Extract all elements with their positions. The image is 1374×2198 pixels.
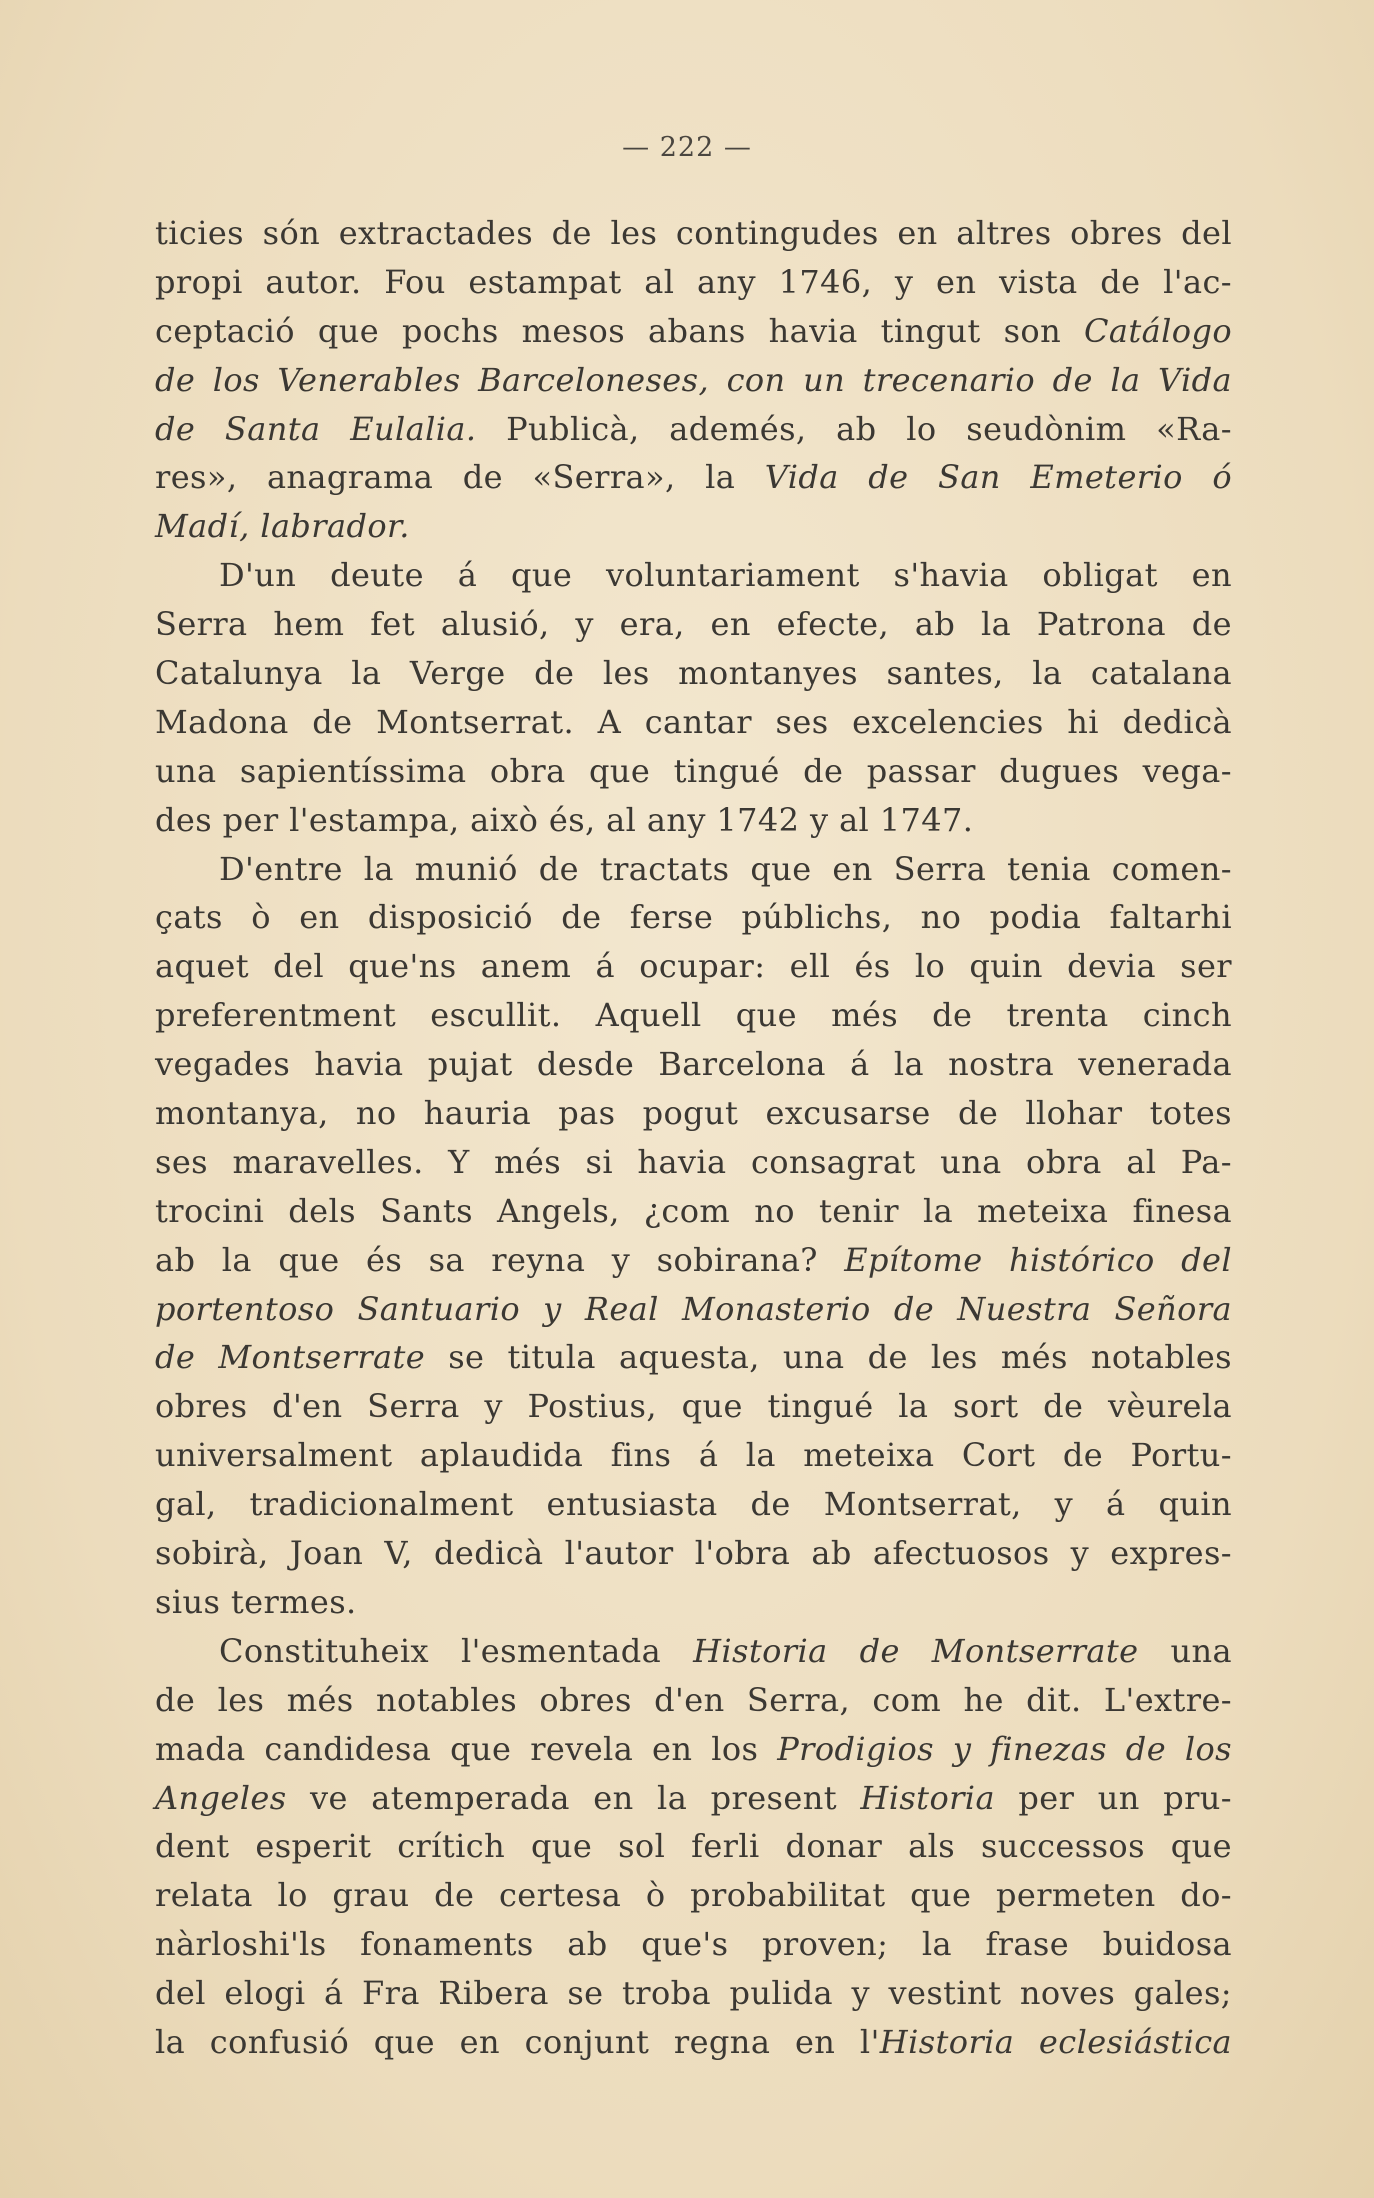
text-segment: vegades havia pujat desde Barcelona á la nostra venerada — [155, 1045, 1232, 1084]
text-line — [155, 1871, 1232, 1920]
text-line — [155, 1969, 1232, 2018]
text-line — [155, 1822, 1232, 1871]
text-line — [155, 1431, 1232, 1480]
text-segment: dent esperit crítich que sol ferli donar als successos que — [155, 1827, 1232, 1866]
text-segment: Constituheix l'esmentada — [219, 1631, 694, 1670]
text-segment: Serra hem fet alusió, y era, en efecte, ab la Patrona de — [155, 605, 1232, 644]
text-line — [155, 307, 1232, 356]
italic-text: de los Venerables Barceloneses, con un trecenario de la Vida — [155, 360, 1232, 399]
text-segment: obres d'en Serra y Postius, que tingué la sort de vèurela — [155, 1387, 1232, 1426]
text-segment: la confusió que en conjunt regna en l' — [155, 2022, 880, 2061]
text-line — [155, 551, 1232, 600]
text-line — [155, 2018, 1232, 2067]
text-segment: se titula aquesta, una de les més notables — [425, 1338, 1232, 1377]
text-line — [155, 502, 1232, 551]
text-segment: ab la que és sa reyna y sobirana? — [155, 1240, 845, 1279]
text-line — [155, 1333, 1232, 1382]
text-line — [155, 1676, 1232, 1725]
italic-text: portentoso Santuario y Real Monasterio de Nuestra Señora — [155, 1289, 1232, 1328]
text-line — [155, 1627, 1232, 1676]
text-line — [155, 1285, 1232, 1334]
text-segment: trocini dels Sants Angels, ¿com no tenir la meteixa finesa — [155, 1191, 1232, 1230]
text-segment: per un pru- — [994, 1778, 1232, 1817]
text-segment: ceptació que pochs mesos abans havia tingut son — [155, 311, 1085, 350]
text-line — [155, 845, 1232, 894]
text-segment: sius termes. — [155, 1582, 357, 1621]
text-segment: ticies són extractades de les contingudes en altres obres del — [155, 214, 1232, 252]
italic-text: Epítome histórico del — [844, 1240, 1232, 1279]
text-line — [155, 1236, 1232, 1285]
text-line — [155, 209, 1232, 258]
page-number: — 222 — — [622, 132, 752, 163]
text-line — [155, 796, 1232, 845]
text-segment: D'un deute á que voluntariament s'havia obligat en — [219, 556, 1232, 595]
italic-text: Catálogo — [1084, 311, 1232, 350]
text-line — [155, 1578, 1232, 1627]
text-segment: relata lo grau de certesa ò probabilitat que permeten do- — [155, 1876, 1232, 1915]
text-line — [155, 1187, 1232, 1236]
italic-text: de Montserrate — [155, 1338, 426, 1377]
text-segment: una — [1138, 1631, 1232, 1670]
text-line — [155, 356, 1232, 405]
text-segment: des per l'estampa, això és, al any 1742 y al 1747. — [155, 800, 974, 839]
text-line — [155, 698, 1232, 747]
italic-text: Historia de Montserrate — [693, 1631, 1139, 1670]
text-segment: una sapientíssima obra que tingué de passar dugues vega- — [155, 751, 1232, 790]
text-segment: del elogi á Fra Ribera se troba pulida y vestint noves gales; — [155, 1974, 1232, 2013]
text-line — [155, 258, 1232, 307]
italic-text: Prodigios y finezas de los — [777, 1729, 1232, 1768]
text-segment: sobirà, Joan V, dedicà l'autor l'obra ab afectuosos y expres- — [155, 1534, 1232, 1573]
text-line — [155, 1089, 1232, 1138]
italic-text: Historia eclesiástica — [879, 2022, 1233, 2061]
italic-text: de Santa Eulalia. — [155, 409, 477, 448]
text-segment: de les més notables obres d'en Serra, com he dit. L'extre- — [155, 1680, 1232, 1719]
text-segment: propi autor. Fou estampat al any 1746, y en vista de l'ac- — [155, 262, 1232, 301]
text-segment: preferentment escullit. Aquell que més de trenta cinch — [155, 996, 1232, 1035]
text-segment: res», anagrama de «Serra», la — [155, 458, 765, 497]
text-line — [155, 1040, 1232, 1089]
text-line — [155, 747, 1232, 796]
italic-text: Angeles — [155, 1778, 287, 1817]
text-segment: çats ò en disposició de ferse públichs, no podia faltarhi — [155, 898, 1232, 937]
text-line — [155, 600, 1232, 649]
italic-text: Historia — [860, 1778, 995, 1817]
text-line — [155, 893, 1232, 942]
text-line — [155, 1382, 1232, 1431]
text-line — [155, 1529, 1232, 1578]
text-line — [155, 1138, 1232, 1187]
text-segment: D'entre la munió de tractats que en Serra tenia comen- — [219, 849, 1232, 888]
text-line — [155, 453, 1232, 502]
text-segment: Catalunya la Verge de les montanyes santes, la catalana — [155, 654, 1232, 693]
body-text — [155, 209, 1232, 2067]
text-segment: ses maravelles. Y més si havia consagrat una obra al Pa- — [155, 1142, 1232, 1181]
text-segment: Publicà, ademés, ab lo seudònim «Ra- — [476, 409, 1232, 448]
text-line — [155, 942, 1232, 991]
text-segment: gal, tradicionalment entusiasta de Montserrat, y á quin — [155, 1485, 1232, 1524]
text-segment: ve atemperada en la present — [286, 1778, 861, 1817]
text-line — [155, 1725, 1232, 1774]
text-line — [155, 1920, 1232, 1969]
text-line — [155, 991, 1232, 1040]
text-segment: nàrloshi'ls fonaments ab que's proven; la frase buidosa — [155, 1925, 1232, 1964]
text-line — [155, 1480, 1232, 1529]
text-segment: montanya, no hauria pas pogut excusarse de llohar totes — [155, 1094, 1232, 1133]
text-segment: universalment aplaudida fins á la meteixa Cort de Portu- — [155, 1436, 1232, 1475]
text-line — [155, 405, 1232, 454]
text-line — [155, 649, 1232, 698]
italic-text: Madí, labrador. — [155, 507, 410, 546]
text-segment: aquet del que'ns anem á ocupar: ell és lo quin devia ser — [155, 947, 1232, 986]
text-line — [155, 1774, 1232, 1823]
italic-text: Vida de San Emeterio ó — [764, 458, 1232, 497]
text-segment: mada candidesa que revela en los — [155, 1729, 778, 1768]
text-segment: Madona de Montserrat. A cantar ses excelencies hi dedicà — [155, 702, 1232, 741]
